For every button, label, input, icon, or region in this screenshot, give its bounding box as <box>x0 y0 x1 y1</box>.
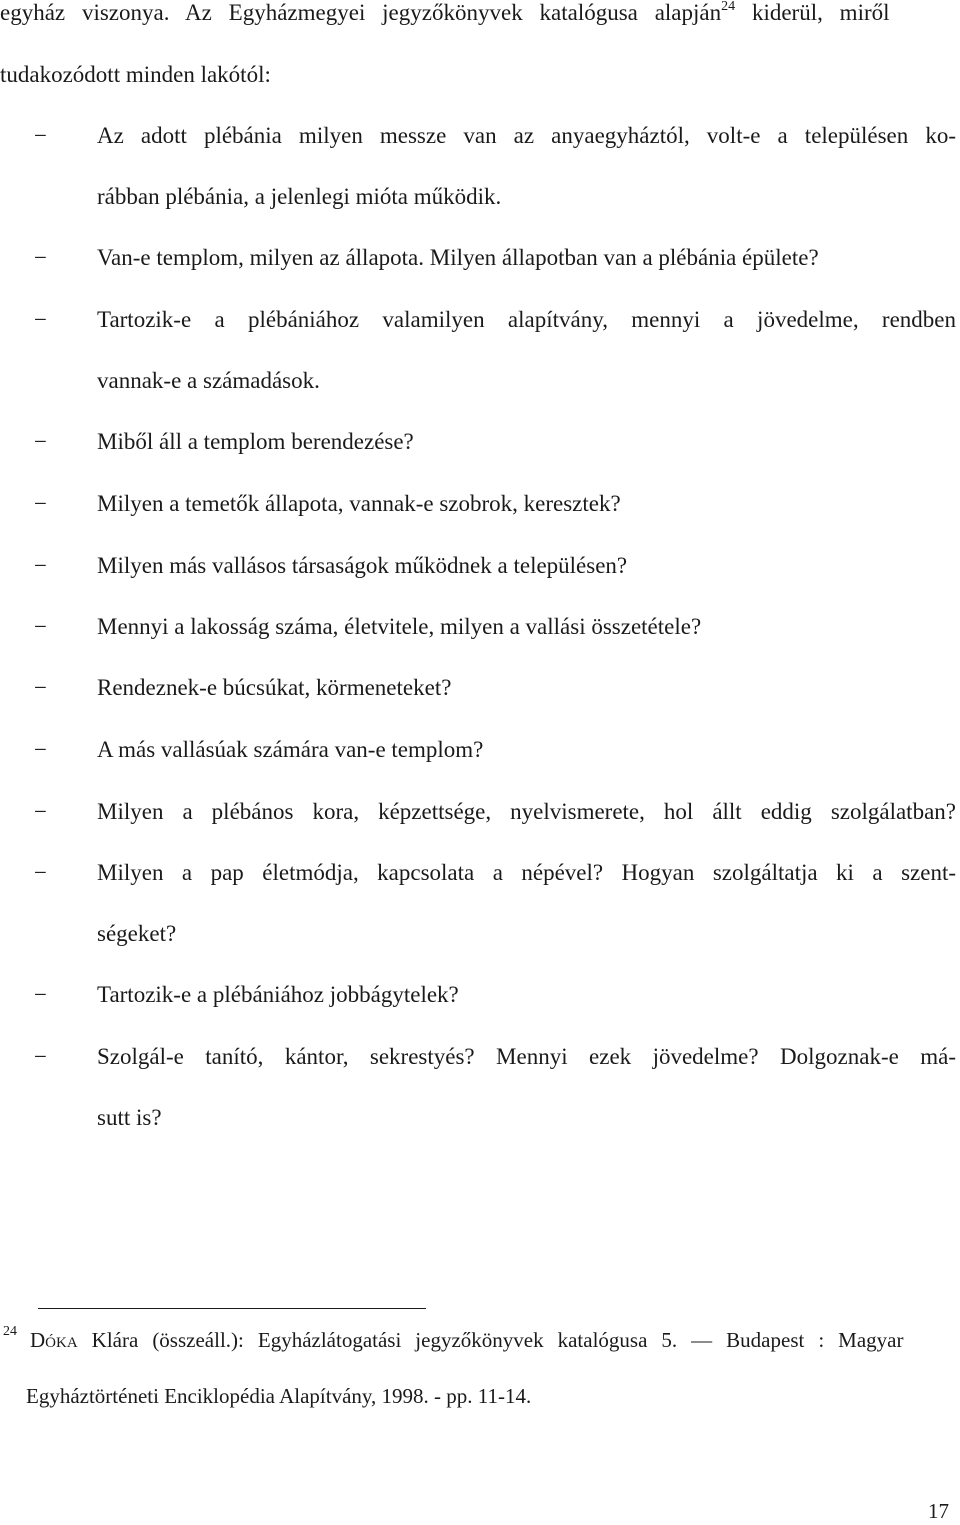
intro-line-1-text-a: egyház viszonya. Az Egyházmegyei jegyzőkönyvek katalógusa alapján <box>0 0 722 25</box>
list-item-continuation: sutt is? <box>97 1105 162 1130</box>
page-number: 17 <box>928 1499 949 1523</box>
footnote-separator <box>38 1308 426 1309</box>
list-dash: − <box>34 860 47 885</box>
list-item-text: Tartozik-e a plébániához valamilyen alapítvány, mennyi a jövedelme, rendben <box>97 307 956 332</box>
list-item-text: Szolgál-e tanító, kántor, sekrestyés? Mennyi ezek jövedelme? Dolgoznak-e má- <box>97 1044 956 1069</box>
list-dash: − <box>34 1044 47 1069</box>
list-item-text: Milyen más vallásos társaságok működnek a településen? <box>97 553 628 578</box>
list-item-text: Rendeznek-e búcsúkat, körmeneteket? <box>97 675 452 700</box>
footnote-number: 24 <box>3 1324 17 1339</box>
list-item-text: Mennyi a lakosság száma, életvitele, milyen a vallási összetétele? <box>97 614 702 639</box>
list-item-text: Milyen a temetők állapota, vannak-e szobrok, keresztek? <box>97 491 621 516</box>
list-dash: − <box>34 614 47 639</box>
footnote-reference[interactable]: 24 <box>721 0 736 14</box>
list-dash: − <box>34 799 47 824</box>
footnote-line-1-text: Klára (összeáll.): Egyházlátogatási jegyzőkönyvek katalógusa 5. — Budapest : Magyar <box>77 1328 904 1352</box>
intro-line-2: tudakozódott minden lakótól: <box>0 62 271 87</box>
list-item-text: Milyen a pap életmódja, kapcsolata a népével? Hogyan szolgáltatja ki a szent- <box>97 860 956 885</box>
intro-line-1 <box>0 0 890 28</box>
list-dash: − <box>34 737 47 762</box>
footnote-author: Dóka <box>30 1328 78 1352</box>
list-dash: − <box>34 123 47 148</box>
list-item-continuation: ségeket? <box>97 921 177 946</box>
list-dash: − <box>34 307 47 332</box>
list-item-text: Miből áll a templom berendezése? <box>97 429 414 454</box>
list-item-text: Van-e templom, milyen az állapota. Milyen állapotban van a plébánia épülete? <box>97 245 819 270</box>
list-dash: − <box>34 982 47 1007</box>
list-dash: − <box>34 675 47 700</box>
list-item-text: Az adott plébánia milyen messze van az anyaegyháztól, volt-e a településen ko- <box>97 123 956 148</box>
list-dash: − <box>34 429 47 454</box>
list-item-text: A más vallásúak számára van-e templom? <box>97 737 484 762</box>
footnote-line-2: Egyháztörténeti Enciklopédia Alapítvány, 1998. - pp. 11-14. <box>26 1384 532 1408</box>
list-dash: − <box>34 245 47 270</box>
list-dash: − <box>34 553 47 578</box>
footnote-line-1 <box>30 1326 903 1354</box>
list-item-text: Milyen a plébános kora, képzettsége, nyelvismerete, hol állt eddig szolgálatban? <box>97 799 956 824</box>
list-dash: − <box>34 491 47 516</box>
list-item-text: Tartozik-e a plébániához jobbágytelek? <box>97 982 459 1007</box>
list-item-continuation: vannak-e a számadások. <box>97 368 320 393</box>
list-item-continuation: rábban plébánia, a jelenlegi mióta működik. <box>97 184 502 209</box>
intro-line-1-text-b: kiderül, miről <box>735 0 890 25</box>
